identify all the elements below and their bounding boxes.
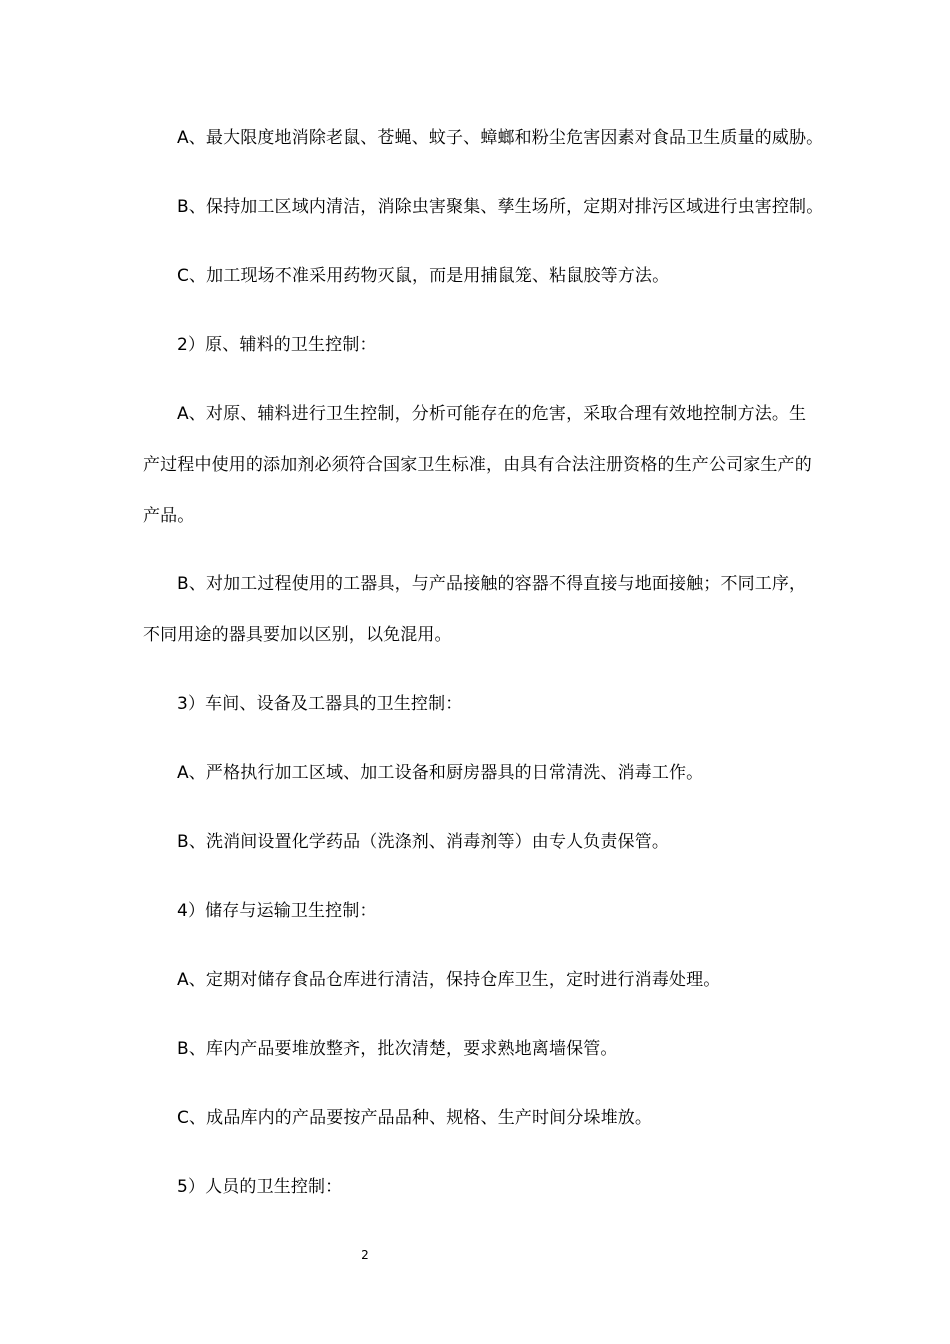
pest-control-item-c: C、加工现场不准采用药物灭鼠，而是用捕鼠笼、粘鼠胶等方法。 xyxy=(177,266,670,286)
materials-item-a-line2: 产过程中使用的添加剂必须符合国家卫生标准，由具有合法注册资格的生产公司家生产的 xyxy=(143,455,812,475)
storage-item-c: C、成品库内的产品要按产品品种、规格、生产时间分垛堆放。 xyxy=(177,1108,653,1128)
pest-control-item-a: A、最大限度地消除老鼠、苍蝇、蚊子、蟑螂和粉尘危害因素对食品卫生质量的威胁。 xyxy=(177,128,824,148)
storage-item-b: B、库内产品要堆放整齐，批次清楚，要求熟地离墙保管。 xyxy=(177,1039,618,1059)
materials-item-b-line2: 不同用途的器具要加以区别，以免混用。 xyxy=(143,625,452,645)
section-heading-2: 2）原、辅料的卫生控制： xyxy=(177,335,377,355)
materials-item-a-line1: A、对原、辅料进行卫生控制，分析可能存在的危害，采取合理有效地控制方法。生 xyxy=(177,404,807,424)
materials-item-a-line3: 产品。 xyxy=(143,506,195,526)
equipment-item-b: B、洗消间设置化学药品（洗涤剂、消毒剂等）由专人负责保管。 xyxy=(177,832,670,852)
pest-control-item-b: B、保持加工区域内清洁，消除虫害聚集、孳生场所，定期对排污区域进行虫害控制。 xyxy=(177,197,824,217)
section-heading-3: 3）车间、设备及工器具的卫生控制： xyxy=(177,694,463,714)
equipment-item-a: A、严格执行加工区域、加工设备和厨房器具的日常清洗、消毒工作。 xyxy=(177,763,704,783)
storage-item-a: A、定期对储存食品仓库进行清洁，保持仓库卫生，定时进行消毒处理。 xyxy=(177,970,721,990)
section-heading-5: 5）人员的卫生控制： xyxy=(177,1177,343,1197)
section-heading-4: 4）储存与运输卫生控制： xyxy=(177,901,377,921)
page-number: 2 xyxy=(361,1248,369,1262)
materials-item-b-line1: B、对加工过程使用的工器具，与产品接触的容器不得直接与地面接触；不同工序， xyxy=(177,574,807,594)
